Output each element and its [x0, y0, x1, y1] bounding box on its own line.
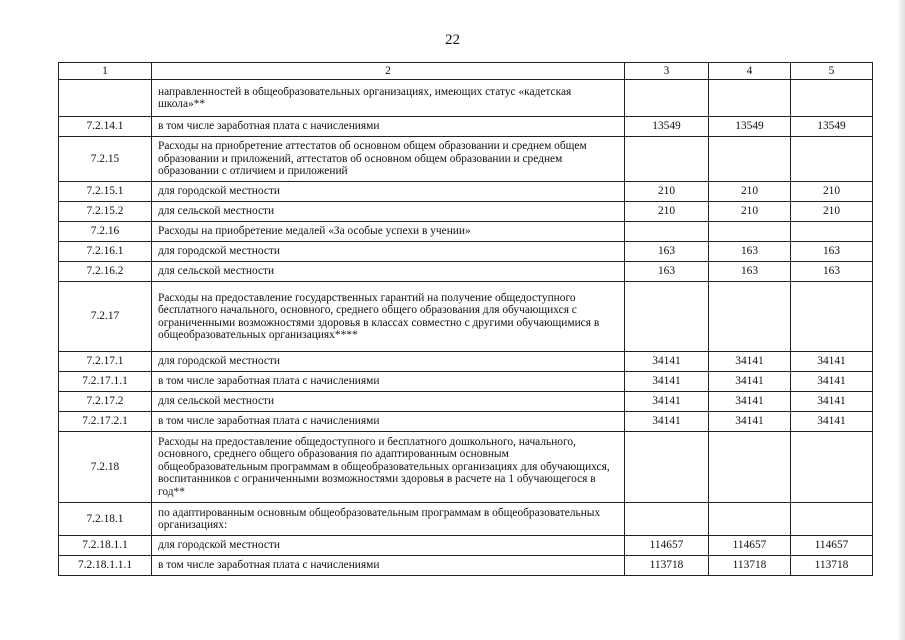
table-row [59, 80, 873, 117]
row-value-col5 [791, 80, 873, 117]
row-value-col5 [791, 282, 873, 352]
row-value-col4: 163 [709, 242, 791, 262]
table-row [59, 182, 873, 202]
header-cell-2: 2 [152, 63, 625, 80]
row-value-col5 [791, 222, 873, 242]
row-value-col4: 113718 [709, 556, 791, 576]
row-description: для городской местности [152, 182, 625, 202]
row-code: 7.2.15.1 [59, 182, 152, 202]
table-row [59, 282, 873, 352]
row-value-col3: 34141 [625, 412, 709, 432]
row-value-col3 [625, 80, 709, 117]
row-value-col5 [791, 137, 873, 182]
row-description: для городской местности [152, 242, 625, 262]
row-value-col5: 34141 [791, 372, 873, 392]
row-value-col4: 34141 [709, 372, 791, 392]
row-value-col3: 114657 [625, 536, 709, 556]
row-code: 7.2.17.1.1 [59, 372, 152, 392]
row-value-col4 [709, 503, 791, 536]
row-description: направленностей в общеобразовательных организациях, имеющих статус «кадетская школа»** [152, 80, 625, 117]
row-value-col3 [625, 222, 709, 242]
row-value-col4 [709, 432, 791, 503]
row-value-col4: 163 [709, 262, 791, 282]
row-description: Расходы на предоставление общедоступного и бесплатного дошкольного, начального, основного, среднего общего образования по адаптированным основным общеобразовательным программам в общеобразовательных организациях для обучающихся, воспитанников с ограниченными возможностями здоровья в расчете на 1 обучающегося в год** [152, 432, 625, 503]
row-value-col3: 113718 [625, 556, 709, 576]
row-value-col3: 34141 [625, 372, 709, 392]
row-code: 7.2.17.2 [59, 392, 152, 412]
row-value-col4: 114657 [709, 536, 791, 556]
row-code: 7.2.14.1 [59, 117, 152, 137]
row-value-col5: 163 [791, 242, 873, 262]
page-number: 22 [445, 32, 460, 48]
row-value-col5: 34141 [791, 352, 873, 372]
row-value-col3: 210 [625, 182, 709, 202]
row-value-col3 [625, 137, 709, 182]
table-row [59, 242, 873, 262]
row-value-col3 [625, 432, 709, 503]
row-value-col3: 210 [625, 202, 709, 222]
row-description: в том числе заработная плата с начислениями [152, 556, 625, 576]
header-cell-1: 1 [59, 63, 152, 80]
row-value-col3: 34141 [625, 352, 709, 372]
row-code: 7.2.16.1 [59, 242, 152, 262]
row-description: для сельской местности [152, 202, 625, 222]
header-cell-4: 4 [709, 63, 791, 80]
row-description: для сельской местности [152, 262, 625, 282]
row-description: Расходы на приобретение аттестатов об основном общем образовании и среднем общем образовании и приложений, аттестатов об основном общем образовании и среднем образовании с отличием и приложений [152, 137, 625, 182]
row-value-col5: 114657 [791, 536, 873, 556]
row-code: 7.2.18.1.1.1 [59, 556, 152, 576]
table-row [59, 117, 873, 137]
table-row [59, 372, 873, 392]
row-value-col3 [625, 503, 709, 536]
table-row [59, 137, 873, 182]
row-code: 7.2.18.1.1 [59, 536, 152, 556]
budget-table [58, 62, 873, 576]
row-value-col4 [709, 80, 791, 117]
table-row [59, 352, 873, 372]
row-description: для городской местности [152, 352, 625, 372]
row-value-col5: 210 [791, 202, 873, 222]
row-code [59, 80, 152, 117]
row-value-col5: 34141 [791, 392, 873, 412]
header-cell-3: 3 [625, 63, 709, 80]
header-cell-5: 5 [791, 63, 873, 80]
row-value-col5 [791, 503, 873, 536]
row-value-col4: 210 [709, 182, 791, 202]
table-row [59, 556, 873, 576]
row-value-col4: 34141 [709, 352, 791, 372]
row-description: Расходы на предоставление государственных гарантий на получение общедоступного бесплатного начального, основного, среднего общего образования для обучающихся с ограниченными возможностями здоровья в классах совместно с другими обучающимися в общеобразовательных организациях**** [152, 282, 625, 352]
table-row [59, 222, 873, 242]
row-code: 7.2.17.1 [59, 352, 152, 372]
row-description: Расходы на приобретение медалей «За особые успехи в учении» [152, 222, 625, 242]
row-value-col5: 113718 [791, 556, 873, 576]
row-code: 7.2.18.1 [59, 503, 152, 536]
table-row [59, 412, 873, 432]
row-value-col4: 13549 [709, 117, 791, 137]
row-value-col4 [709, 137, 791, 182]
row-value-col5: 210 [791, 182, 873, 202]
scan-edge-shadow [897, 0, 905, 640]
table-row [59, 392, 873, 412]
table-row [59, 536, 873, 556]
row-value-col5 [791, 432, 873, 503]
table-row [59, 432, 873, 503]
table-row [59, 262, 873, 282]
row-description: по адаптированным основным общеобразовательным программам в общеобразовательных организациях: [152, 503, 625, 536]
row-value-col4: 34141 [709, 412, 791, 432]
row-value-col4: 210 [709, 202, 791, 222]
row-code: 7.2.17 [59, 282, 152, 352]
row-code: 7.2.16.2 [59, 262, 152, 282]
row-code: 7.2.18 [59, 432, 152, 503]
row-value-col3: 163 [625, 262, 709, 282]
row-code: 7.2.16 [59, 222, 152, 242]
row-value-col4 [709, 282, 791, 352]
row-value-col5: 13549 [791, 117, 873, 137]
row-description: в том числе заработная плата с начислениями [152, 117, 625, 137]
row-description: в том числе заработная плата с начислениями [152, 372, 625, 392]
row-value-col5: 34141 [791, 412, 873, 432]
row-value-col3: 13549 [625, 117, 709, 137]
row-value-col3 [625, 282, 709, 352]
row-description: для городской местности [152, 536, 625, 556]
row-value-col3: 163 [625, 242, 709, 262]
row-code: 7.2.17.2.1 [59, 412, 152, 432]
row-value-col4 [709, 222, 791, 242]
row-code: 7.2.15 [59, 137, 152, 182]
row-value-col4: 34141 [709, 392, 791, 412]
table-row [59, 503, 873, 536]
row-code: 7.2.15.2 [59, 202, 152, 222]
table-header-row [59, 63, 873, 80]
row-description: в том числе заработная плата с начислениями [152, 412, 625, 432]
row-value-col5: 163 [791, 262, 873, 282]
row-value-col3: 34141 [625, 392, 709, 412]
row-description: для сельской местности [152, 392, 625, 412]
table-row [59, 202, 873, 222]
